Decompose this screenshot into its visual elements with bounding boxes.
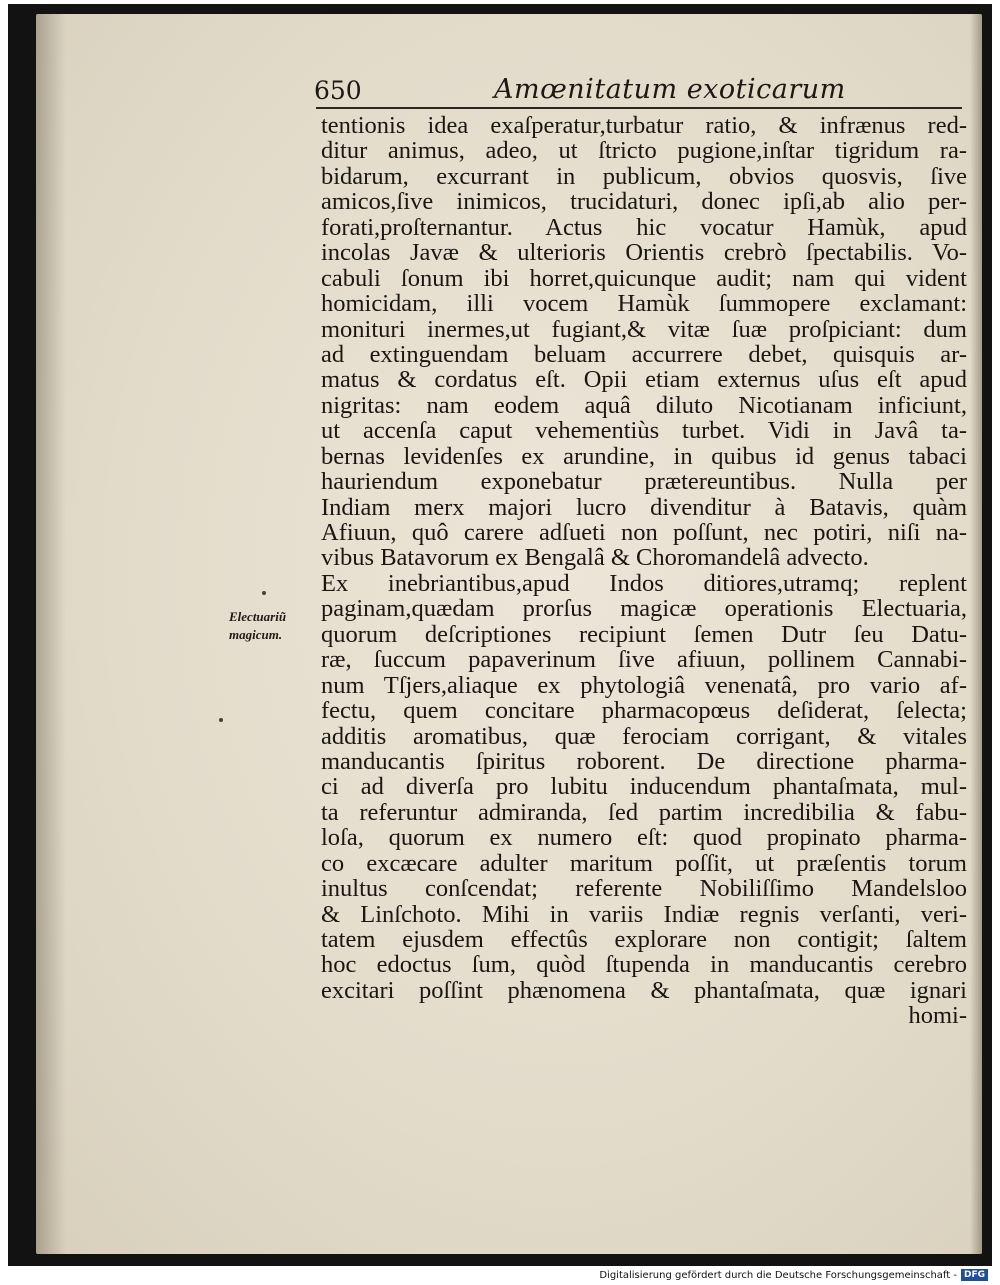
marginal-note xyxy=(229,608,319,644)
text-line: fectu, quem concitare pharmacopœus deſiderat, ſelecta; xyxy=(321,697,967,725)
gutter-shadow xyxy=(36,14,66,1254)
text-line: incolas Javæ & ulterioris Orientis crebrò ſpectabilis. Vo- xyxy=(321,239,967,267)
running-head xyxy=(314,74,964,108)
marginal-note-line: magicum. xyxy=(229,627,283,642)
text-line: & Linſchoto. Mihi in variis Indiæ regnis verſanti, veri- xyxy=(321,900,967,928)
text-line: ditur animus, adeo, ut ſtricto pugione,inſtar tigridum ra- xyxy=(321,137,967,165)
head-rule xyxy=(316,107,962,109)
digitization-footer xyxy=(599,1267,988,1283)
text-line: Ex inebriantibus,apud Indos ditiores,utramq; replent xyxy=(321,569,967,597)
text-line: matus & cordatus eſt. Opii etiam externus uſus eſt apud xyxy=(321,366,967,394)
text-line: paginam,quædam prorſus magicæ operationis Electuaria, xyxy=(321,595,967,623)
text-line: Indiam merx majori lucro divenditur à Batavis, quàm xyxy=(321,493,967,521)
text-line: num Tſjers,aliaque ex phytologiâ venenatâ, pro vario af- xyxy=(321,671,967,699)
text-line: forati,proſternantur. Actus hic vocatur Hamùk, apud xyxy=(321,213,967,241)
text-line: co excæcare adulter maritum poſſit, ut præſentis torum xyxy=(321,849,967,877)
text-line: vibus Batavorum ex Bengalâ & Choromandelâ advecto. xyxy=(321,544,869,572)
text-line: manducantis ſpiritus roborent. De directione pharma- xyxy=(321,747,967,775)
main-text-block xyxy=(321,113,967,1029)
text-line: ta referuntur admiranda, ſed partim incredibilia & fabu- xyxy=(321,798,967,826)
text-line: cabuli ſonum ibi horret,quicunque audit; nam qui vident xyxy=(321,264,967,292)
text-line: Afiuun, quô carere adſueti non poſſunt, nec potiri, niſi na- xyxy=(321,519,967,546)
text-line: ut accenſa caput vehementiùs turbet. Vidi in Javâ ta- xyxy=(321,417,967,445)
text-line: homicidam, illi vocem Hamùk ſummopere exclamant: xyxy=(321,290,967,318)
text-line: ci ad diverſa pro lubitu inducendum phantaſmata, mul- xyxy=(321,773,967,801)
text-line: hoc edoctus ſum, quòd ſtupenda in manducantis cerebro xyxy=(321,951,967,979)
text-line: bernas levidenſes ex arundine, in quibus id genus tabaci xyxy=(321,442,967,470)
text-line: ræ, ſuccum papaverinum ſive afiuun, pollinem Cannabi- xyxy=(321,646,967,674)
text-line: tatem ejusdem effectûs explorare non contigit; ſaltem xyxy=(321,926,967,953)
text-line: nigritas: nam eodem aquâ diluto Nicotianam inficiunt, xyxy=(321,391,967,419)
page-number: 650 xyxy=(314,76,362,105)
ink-speck xyxy=(262,591,266,595)
text-line: loſa, quorum ex numero eſt: quod propinato pharma- xyxy=(321,824,967,852)
page-edge-shadow xyxy=(970,14,982,1254)
marginal-note-line: Electuariũ xyxy=(229,609,287,624)
ink-speck xyxy=(219,718,223,722)
text-line: hauriendum exponebatur prætereuntibus. Nulla per xyxy=(321,468,967,496)
dfg-logo-icon: DFG xyxy=(961,1269,988,1281)
text-line: inultus conſcendat; referente Nobiliſſimo Mandelsloo xyxy=(321,875,967,903)
running-title: Amœnitatum exoticarum xyxy=(494,74,846,105)
text-line: additis aromatibus, quæ ferociam corrigant, & vitales xyxy=(321,722,967,750)
text-line: quorum deſcriptiones recipiunt ſemen Dutr ſeu Datu- xyxy=(321,620,967,648)
text-line: tentionis idea exaſperatur,turbatur ratio, & infrænus red- xyxy=(321,112,967,139)
text-line: monituri inermes,ut fugiant,& vitæ ſuæ proſpiciant: dum xyxy=(321,315,967,343)
text-line: homi- xyxy=(908,1002,967,1030)
text-line: amicos,ſive inimicos, trucidaturi, donec ipſi,ab alio per- xyxy=(321,188,967,216)
text-line: excitari poſſint phænomena & phantaſmata, quæ ignari xyxy=(321,976,967,1004)
text-line: ad extinguendam beluam accurrere debet, quisquis ar- xyxy=(321,340,967,368)
footer-credit: Digitalisierung gefördert durch die Deutsche Forschungsgemeinschaft - xyxy=(599,1269,957,1281)
text-line: bidarum, excurrant in publicum, obvios quosvis, ſive xyxy=(321,162,967,190)
